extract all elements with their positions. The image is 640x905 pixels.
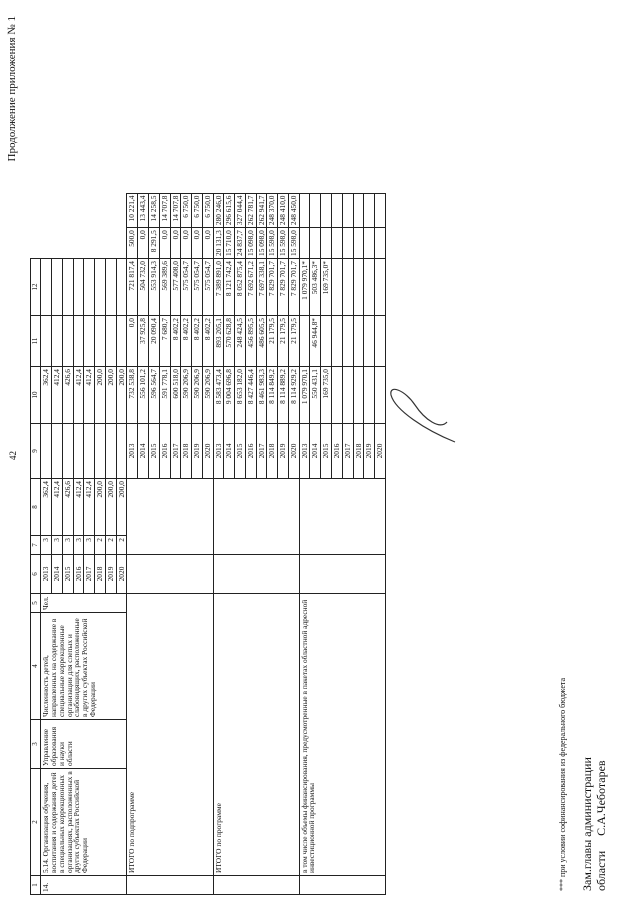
total-value: 412,4 <box>52 479 63 536</box>
total-value: 596 564,7 <box>149 367 160 424</box>
column-number: 7 <box>31 536 41 555</box>
regional-value: 7 389 891,0 <box>213 259 224 316</box>
other-value: 248 410,0 <box>278 193 289 228</box>
other-value: 296 615,6 <box>224 193 235 228</box>
federal-value <box>321 316 332 367</box>
regional-value: 412,4 <box>52 367 63 424</box>
other-value: 10 221,4 <box>127 193 138 228</box>
regional-value <box>342 259 353 316</box>
other-value: 248 450,0 <box>288 193 299 228</box>
local-value <box>105 316 116 367</box>
federal-value <box>299 316 310 367</box>
local-value <box>299 228 310 259</box>
year-cell: 2019 <box>278 424 289 479</box>
total-value: 8 114 929,2 <box>288 367 299 424</box>
empty-cell <box>127 555 213 594</box>
other-value <box>321 193 332 228</box>
empty-cell <box>213 555 299 594</box>
year-cell: 2020 <box>116 555 127 594</box>
year-cell: 2014 <box>138 424 149 479</box>
total-label: в том числе объемы финансирования, предусмотренные в пакетах областной адресной инвестиционной программы <box>299 594 385 876</box>
total-value: 8 583 473,4 <box>213 367 224 424</box>
regional-value: 575 054,7 <box>202 259 213 316</box>
year-cell: 2014 <box>310 424 321 479</box>
year-cell: 2019 <box>364 424 375 479</box>
total-value <box>342 367 353 424</box>
total-value: 1 079 970,1 <box>299 367 310 424</box>
other-value <box>299 193 310 228</box>
total-value: 200,0 <box>116 479 127 536</box>
federal-value <box>41 424 52 479</box>
regional-value: 200,0 <box>95 367 106 424</box>
local-value: 20 131,3 <box>213 228 224 259</box>
other-value <box>353 193 364 228</box>
column-number: 12 <box>31 259 41 316</box>
indicator-value: 2 <box>105 536 116 555</box>
local-value <box>342 228 353 259</box>
federal-value <box>364 316 375 367</box>
measure-name: 5.14. Организация обучения, воспитания и содержания детей в специальных коррекционных организациях, расположенных в других субъектах Российской Федерации <box>41 769 127 876</box>
year-cell: 2016 <box>332 424 343 479</box>
local-value <box>116 316 127 367</box>
column-number: 2 <box>31 769 41 876</box>
empty-cell <box>213 876 299 895</box>
year-cell: 2014 <box>224 424 235 479</box>
year-cell: 2013 <box>299 424 310 479</box>
year-cell: 2017 <box>170 424 181 479</box>
total-value: 590 206,9 <box>181 367 192 424</box>
local-value: 15 098,0 <box>256 228 267 259</box>
regional-value: 8 052 875,4 <box>235 259 246 316</box>
column-number: 11 <box>31 316 41 367</box>
regional-value: 169 735,0* <box>321 259 332 316</box>
unit: Чел. <box>41 594 127 613</box>
local-value <box>375 228 386 259</box>
local-value: 15 598,0 <box>278 228 289 259</box>
local-value: 0,0 <box>181 228 192 259</box>
federal-value <box>73 424 84 479</box>
regional-value: 7 692 671,2 <box>245 259 256 316</box>
empty-cell <box>213 479 299 555</box>
other-value <box>310 193 321 228</box>
local-value: 0,0 <box>138 228 149 259</box>
other-value: 13 443,4 <box>138 193 149 228</box>
local-value: 0,0 <box>170 228 181 259</box>
other-value: 262 781,7 <box>245 193 256 228</box>
regional-value <box>353 259 364 316</box>
indicator-value: 3 <box>62 536 73 555</box>
total-value: 169 735,0 <box>321 367 332 424</box>
empty-cell <box>299 876 385 895</box>
year-cell: 2019 <box>105 555 116 594</box>
signature-line-2: области С.А.Чеботарев <box>594 760 609 891</box>
executor: Управление образования и науки области <box>41 720 127 769</box>
other-value: 327 044,4 <box>235 193 246 228</box>
year-cell: 2017 <box>84 555 95 594</box>
regional-value: 553 914,3 <box>149 259 160 316</box>
total-value <box>364 367 375 424</box>
federal-value <box>95 424 106 479</box>
federal-value: 21 179,5 <box>267 316 278 367</box>
year-cell: 2015 <box>62 555 73 594</box>
total-value: 8 427 446,4 <box>245 367 256 424</box>
year-cell: 2013 <box>213 424 224 479</box>
empty-cell <box>127 479 213 555</box>
other-value: 14 707,8 <box>170 193 181 228</box>
year-cell: 2018 <box>353 424 364 479</box>
total-value: 8 653 182,0 <box>235 367 246 424</box>
total-value: 556 101,2 <box>138 367 149 424</box>
year-cell: 2019 <box>192 424 203 479</box>
federal-value <box>375 316 386 367</box>
table-row <box>41 193 52 894</box>
year-cell: 2014 <box>52 555 63 594</box>
empty-cell <box>127 876 213 895</box>
total-value: 8 461 983,3 <box>256 367 267 424</box>
local-value <box>321 228 332 259</box>
regional-value <box>332 259 343 316</box>
other-value <box>332 193 343 228</box>
year-cell: 2016 <box>73 555 84 594</box>
year-cell: 2016 <box>245 424 256 479</box>
year-cell: 2015 <box>321 424 332 479</box>
federal-value: 893 205,1 <box>213 316 224 367</box>
year-cell: 2013 <box>127 424 138 479</box>
other-value <box>52 259 63 316</box>
local-value <box>73 316 84 367</box>
year-cell: 2017 <box>256 424 267 479</box>
year-cell: 2020 <box>375 424 386 479</box>
total-value: 426,6 <box>62 479 73 536</box>
regional-value <box>375 259 386 316</box>
federal-value: 20 090,4 <box>149 316 160 367</box>
year-cell: 2017 <box>342 424 353 479</box>
federal-value <box>84 424 95 479</box>
local-value <box>52 316 63 367</box>
other-value <box>364 193 375 228</box>
other-value <box>84 259 95 316</box>
federal-value: 456 895,5 <box>245 316 256 367</box>
column-number: 6 <box>31 555 41 594</box>
indicator-value: 2 <box>116 536 127 555</box>
total-value <box>375 367 386 424</box>
regional-value: 503 486,3* <box>310 259 321 316</box>
regional-value: 7 829 701,7 <box>288 259 299 316</box>
column-number: 8 <box>31 479 41 536</box>
other-value: 6 750,0 <box>202 193 213 228</box>
footnote: *** при условии софинансирования из федерального бюджета <box>558 677 567 891</box>
federal-value: 8 402,2 <box>181 316 192 367</box>
federal-value: 21 179,5 <box>288 316 299 367</box>
total-value: 600 518,0 <box>170 367 181 424</box>
total-value: 550 431,1 <box>310 367 321 424</box>
other-value: 6 750,0 <box>181 193 192 228</box>
indicator-value: 3 <box>73 536 84 555</box>
local-value <box>62 316 73 367</box>
regional-value: 7 697 338,1 <box>256 259 267 316</box>
local-value: 15 598,0 <box>288 228 299 259</box>
local-value: 0,0 <box>192 228 203 259</box>
local-value <box>332 228 343 259</box>
table-row <box>299 193 310 894</box>
other-value: 14 707,8 <box>159 193 170 228</box>
total-value: 590 206,9 <box>192 367 203 424</box>
federal-value: 486 605,5 <box>256 316 267 367</box>
federal-value <box>52 424 63 479</box>
year-cell: 2015 <box>235 424 246 479</box>
federal-value: 7 680,7 <box>159 316 170 367</box>
regional-value: 8 121 742,4 <box>224 259 235 316</box>
federal-value: 8 402,2 <box>170 316 181 367</box>
regional-value: 426,6 <box>62 367 73 424</box>
regional-value: 577 408,0 <box>170 259 181 316</box>
indicator: Численность детей, направленных на содержание в специальные коррекционные организации для слепых и слабовидящих, расположенные в других субъектах Российской Федерации <box>41 613 127 720</box>
federal-value: 8 402,2 <box>202 316 213 367</box>
year-cell: 2015 <box>149 424 160 479</box>
other-value: 280 246,0 <box>213 193 224 228</box>
local-value <box>364 228 375 259</box>
total-value: 590 206,9 <box>202 367 213 424</box>
local-value <box>84 316 95 367</box>
other-value: 6 750,0 <box>192 193 203 228</box>
local-value: 24 837,7 <box>235 228 246 259</box>
column-number: 1 <box>31 876 41 895</box>
total-value: 9 004 696,8 <box>224 367 235 424</box>
column-number-row <box>31 193 41 894</box>
federal-value: 37 925,8 <box>138 316 149 367</box>
other-value <box>41 259 52 316</box>
regional-value: 721 817,4 <box>127 259 138 316</box>
total-value: 591 778,1 <box>159 367 170 424</box>
appendix-header: Продолжение приложения № 1 <box>6 16 18 162</box>
federal-value: 570 628,8 <box>224 316 235 367</box>
regional-value: 575 054,7 <box>181 259 192 316</box>
signature-block <box>580 757 609 891</box>
indicator-value: 2 <box>95 536 106 555</box>
regional-value: 412,4 <box>84 367 95 424</box>
total-value: 8 114 889,2 <box>278 367 289 424</box>
local-value <box>95 316 106 367</box>
regional-value: 200,0 <box>105 367 116 424</box>
local-value: 500,0 <box>127 228 138 259</box>
federal-value <box>62 424 73 479</box>
other-value: 262 941,7 <box>256 193 267 228</box>
total-value: 732 538,8 <box>127 367 138 424</box>
local-value: 0,0 <box>202 228 213 259</box>
column-number: 9 <box>31 424 41 479</box>
other-value: 14 258,5 <box>149 193 160 228</box>
local-value: 0,0 <box>159 228 170 259</box>
year-cell: 2018 <box>267 424 278 479</box>
total-value: 362,4 <box>41 479 52 536</box>
federal-value <box>353 316 364 367</box>
regional-value: 569 389,6 <box>159 259 170 316</box>
federal-value: 21 179,5 <box>278 316 289 367</box>
table-row <box>213 193 224 894</box>
empty-cell <box>299 555 385 594</box>
regional-value: 1 079 970,1* <box>299 259 310 316</box>
regional-value <box>364 259 375 316</box>
total-value: 412,4 <box>84 479 95 536</box>
other-value <box>62 259 73 316</box>
other-value: 248 370,0 <box>267 193 278 228</box>
total-value <box>353 367 364 424</box>
federal-value <box>116 424 127 479</box>
year-cell: 2018 <box>95 555 106 594</box>
signature-line-1: Зам.главы администрации <box>580 757 594 891</box>
local-value: 15 710,0 <box>224 228 235 259</box>
regional-value: 412,4 <box>73 367 84 424</box>
other-value <box>342 193 353 228</box>
total-value: 200,0 <box>95 479 106 536</box>
year-cell: 2013 <box>41 555 52 594</box>
total-value: 8 114 849,2 <box>267 367 278 424</box>
regional-value: 7 829 701,7 <box>267 259 278 316</box>
total-value <box>332 367 343 424</box>
regional-value: 362,4 <box>41 367 52 424</box>
indicator-value: 3 <box>84 536 95 555</box>
local-value: 8 291,5 <box>149 228 160 259</box>
local-value <box>310 228 321 259</box>
table-row <box>127 193 138 894</box>
column-number: 5 <box>31 594 41 613</box>
total-value: 200,0 <box>105 479 116 536</box>
total-value: 412,4 <box>73 479 84 536</box>
empty-cell <box>299 479 385 555</box>
indicator-value: 3 <box>52 536 63 555</box>
other-value <box>73 259 84 316</box>
indicator-value: 3 <box>41 536 52 555</box>
year-cell: 2018 <box>181 424 192 479</box>
column-number: 3 <box>31 720 41 769</box>
column-number: 10 <box>31 367 41 424</box>
column-number: 4 <box>31 613 41 720</box>
other-value <box>105 259 116 316</box>
other-value <box>375 193 386 228</box>
budget-table <box>30 193 386 895</box>
local-value: 15 098,0 <box>245 228 256 259</box>
regional-value: 575 054,7 <box>192 259 203 316</box>
regional-value: 504 732,0 <box>138 259 149 316</box>
other-value <box>116 259 127 316</box>
federal-value: 8 402,2 <box>192 316 203 367</box>
regional-value: 7 829 701,7 <box>278 259 289 316</box>
handwritten-mark <box>385 380 460 450</box>
federal-value: 248 424,5 <box>235 316 246 367</box>
total-label: ИТОГО по программе <box>213 594 299 876</box>
federal-value <box>105 424 116 479</box>
year-cell: 2016 <box>159 424 170 479</box>
page-number: 42 <box>8 451 18 460</box>
local-value: 15 598,0 <box>267 228 278 259</box>
federal-value <box>332 316 343 367</box>
local-value <box>353 228 364 259</box>
federal-value <box>342 316 353 367</box>
year-cell: 2020 <box>202 424 213 479</box>
local-value <box>41 316 52 367</box>
total-label: ИТОГО по подпрограмме <box>127 594 213 876</box>
year-cell: 2020 <box>288 424 299 479</box>
federal-value: 46 944,8* <box>310 316 321 367</box>
regional-value: 200,0 <box>116 367 127 424</box>
federal-value: 0,0 <box>127 316 138 367</box>
other-value <box>95 259 106 316</box>
row-number: 14. <box>41 876 127 895</box>
